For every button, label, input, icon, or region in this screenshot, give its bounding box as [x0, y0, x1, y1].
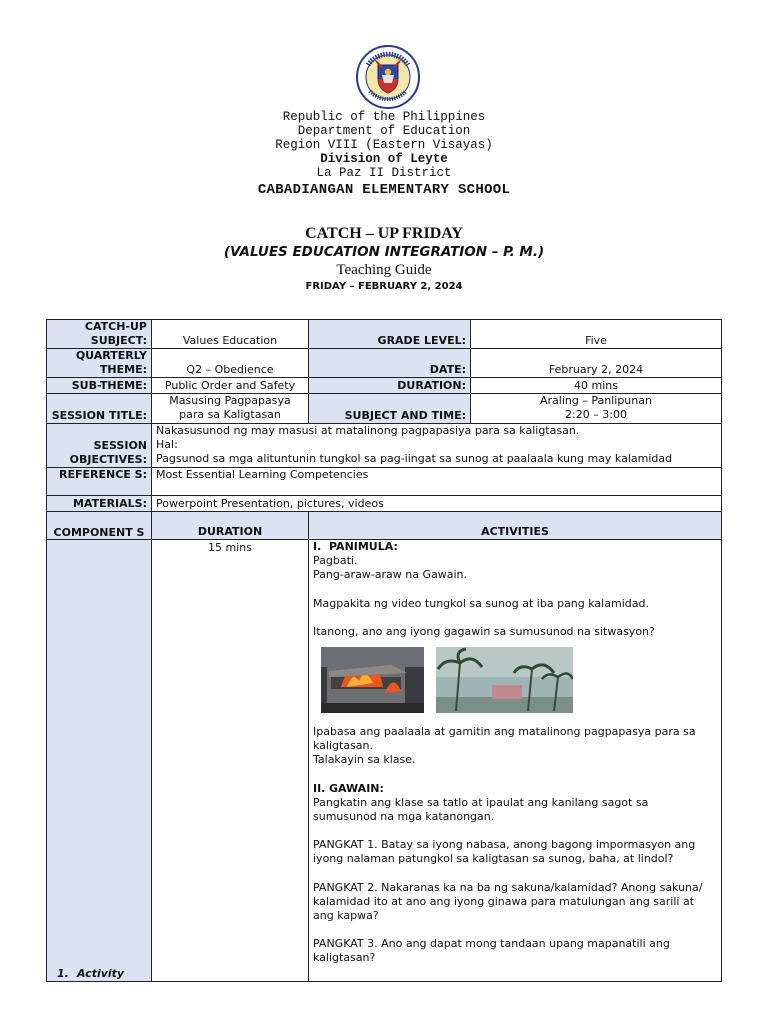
component-name: Activity [77, 967, 125, 980]
section-gawain [313, 782, 717, 796]
situation-images [321, 647, 717, 713]
activities-cell [309, 540, 722, 982]
objectives-line-3: Pagsunod sa mga alituntunin tungkol sa pag-iingat sa sunog at paalaala kung may kalamidad [156, 452, 673, 465]
activity-line: sumusunod na mga katanongan. [313, 809, 495, 823]
quarterly-value: Q2 – Obedience [152, 349, 309, 378]
objectives-label: SESSION OBJECTIVES: [47, 424, 152, 468]
page-title: CATCH – UP FRIDAY [305, 225, 463, 242]
pangkat-1-line: PANGKAT 1. Batay sa iyong nabasa, anong bagong impormasyon ang [313, 838, 696, 851]
duration-label: DURATION: [309, 378, 471, 394]
date-value: February 2, 2024 [471, 349, 722, 378]
date-label: DATE: [309, 349, 471, 378]
subject-value: Values Education [152, 320, 309, 349]
activity-line: kaligtasan. [313, 739, 374, 752]
date-heading: FRIDAY – FEBRUARY 2, 2024 [305, 281, 463, 292]
activity-line: Itanong, ano ang iyong gagawin sa sumusunod na sitwasyon? [313, 625, 655, 638]
table-row [47, 394, 722, 424]
materials-value: Powerpoint Presentation, pictures, videos [152, 496, 722, 512]
pangkat-3-line: PANGKAT 3. Ano ang dapat mong tandaan upang mapanatili ang [313, 937, 670, 950]
deped-seal-logo [352, 45, 424, 109]
header-block [0, 110, 768, 180]
subject-label: CATCH-UP SUBJECT: [47, 320, 152, 349]
table-row [47, 378, 722, 394]
objectives-cell [152, 424, 722, 468]
subtheme-value: Public Order and Safety [152, 378, 309, 394]
activity-duration: 15 mins [152, 540, 309, 982]
table-row [47, 468, 722, 496]
page-subtitle: (VALUES EDUCATION INTEGRATION – P. M.) [223, 244, 545, 260]
subtheme-label: SUB-THEME: [47, 378, 152, 394]
header-division: Division of Leyte [320, 152, 448, 166]
activities-header: ACTIVITIES [309, 512, 722, 540]
activity-line: Magpakita ng video tungkol sa sunog at iba pang kalamidad. [313, 596, 649, 610]
header-republic: Republic of the Philippines [282, 110, 486, 124]
table-row [47, 320, 722, 349]
objectives-line-1: Nakasusunod ng may masusi at matalinong pagpapasiya para sa kaligtasan. [156, 424, 580, 437]
duration-value: 40 mins [471, 378, 722, 394]
header-department: Department of Education [297, 124, 471, 138]
pangkat-3-line: kaligtasan? [313, 951, 376, 964]
pangkat-2-line: ang kapwa? [313, 908, 379, 922]
pangkat-2-line: kalamidad ito at ano ang iyong ginawa para matulungan ang sarili at [313, 894, 695, 908]
objectives-line-2: Hal: [156, 438, 178, 451]
table-row [47, 496, 722, 512]
header-district: La Paz II District [316, 166, 452, 180]
component-activity [51, 966, 147, 981]
session-title-label: SESSION TITLE: [47, 394, 152, 424]
section-number: I. [313, 540, 322, 553]
subject-time-time: 2:20 – 3:00 [565, 408, 627, 421]
table-row [47, 424, 722, 468]
session-title-value: Masusing Pagpapasya para sa Kaligtasan [152, 394, 309, 424]
burning-building-image [321, 647, 424, 713]
subject-time-subject: Araling – Panlipunan [540, 394, 652, 407]
section-title: PANIMULA: [329, 540, 398, 553]
references-value: Most Essential Learning Competencies [152, 468, 722, 496]
table-header-row [47, 512, 722, 540]
pangkat-1-line: iyong nalaman patungkol sa kaligtasan sa sunog, baha, at lindol? [313, 852, 674, 865]
duration-header: DURATION [152, 512, 309, 540]
materials-label: MATERIALS: [47, 496, 152, 512]
activity-line: Pang-araw-araw na Gawain. [313, 568, 468, 581]
subject-time-cell [471, 394, 722, 424]
header-region: Region VIII (Eastern Visayas) [275, 138, 493, 152]
teaching-guide-label: Teaching Guide [336, 262, 432, 278]
section-title: GAWAIN: [329, 781, 384, 795]
references-label: REFERENCE S: [47, 468, 152, 496]
activity-line: Talakayin sa klase. [313, 753, 416, 766]
quarterly-label: QUARTERLY THEME: [47, 349, 152, 378]
storm-palm-trees-image [436, 647, 573, 713]
grade-value: Five [471, 320, 722, 349]
section-panimula [313, 540, 717, 554]
pangkat-2-line: PANGKAT 2. Nakaranas ka na ba ng sakuna/kalamidad? Anong sakuna/ [313, 880, 703, 894]
component-cell [47, 540, 152, 982]
subject-time-label: SUBJECT AND TIME: [309, 394, 471, 424]
teaching-guide-table [46, 319, 722, 982]
grade-label: GRADE LEVEL: [309, 320, 471, 349]
activity-line: Ipabasa ang paalaala at gamitin ang matalinong pagpapasya para sa [313, 725, 696, 738]
table-row [47, 349, 722, 378]
components-header: COMPONENT S [47, 512, 152, 540]
component-number: 1. [57, 967, 69, 980]
activity-line: Pagbati. [313, 554, 358, 567]
table-row [47, 540, 722, 982]
section-number: II. [313, 781, 326, 795]
activity-line: Pangkatin ang klase sa tatlo at ipaulat ang kanilang sagot sa [313, 795, 649, 809]
school-name: CABADIANGAN ELEMENTARY SCHOOL [257, 182, 511, 198]
